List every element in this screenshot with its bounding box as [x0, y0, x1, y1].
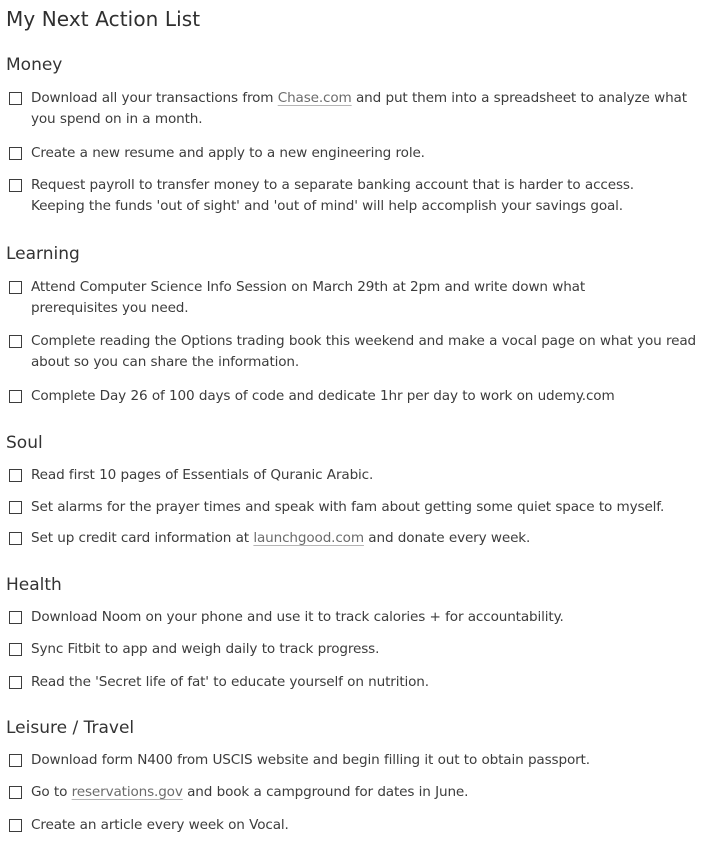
task-item	[6, 386, 720, 407]
task-text-after: and book a campground for dates in June.	[182, 784, 469, 800]
section-title-soul: Soul	[6, 433, 43, 453]
task-checkbox[interactable]	[9, 676, 22, 689]
action-list-page	[6, 0, 714, 833]
task-item	[6, 782, 720, 803]
task-checkbox[interactable]	[9, 532, 22, 545]
reservations-link[interactable]: reservations.gov	[71, 784, 183, 800]
task-text: Complete reading the Options trading book this weekend and make a vocal page on what you read about so you can share the information.	[31, 333, 697, 370]
task-item	[6, 277, 631, 319]
task-text-after: and donate every week.	[363, 530, 531, 546]
task-text: Sync Fitbit to app and weigh daily to track progress.	[31, 641, 380, 657]
task-item	[6, 528, 720, 549]
section-title-learning: Learning	[6, 244, 80, 264]
section-title-health: Health	[6, 575, 62, 595]
task-item	[6, 331, 716, 373]
task-checkbox[interactable]	[9, 501, 22, 514]
task-text: Download form N400 from USCIS website and begin filling it out to obtain passport.	[31, 752, 590, 768]
task-text: Go to	[31, 784, 72, 800]
task-checkbox[interactable]	[9, 179, 22, 192]
launchgood-link[interactable]: launchgood.com	[253, 530, 364, 546]
task-checkbox[interactable]	[9, 281, 22, 294]
task-item	[6, 175, 686, 217]
task-checkbox[interactable]	[9, 643, 22, 656]
task-item	[6, 607, 720, 628]
task-checkbox[interactable]	[9, 147, 22, 160]
task-checkbox[interactable]	[9, 819, 22, 832]
task-text: Attend Computer Science Info Session on March 29th at 2pm and write down what prerequisites you need.	[31, 279, 586, 316]
task-checkbox[interactable]	[9, 786, 22, 799]
task-text: Read the 'Secret life of fat' to educate yourself on nutrition.	[31, 674, 429, 690]
task-item	[6, 672, 720, 693]
task-checkbox[interactable]	[9, 390, 22, 403]
task-text: Complete Day 26 of 100 days of code and dedicate 1hr per day to work on udemy.com	[31, 388, 615, 404]
chase-link[interactable]: Chase.com	[277, 90, 352, 106]
task-text: Read first 10 pages of Essentials of Quranic Arabic.	[31, 467, 374, 483]
task-text: Download Noom on your phone and use it to track calories + for accountability.	[31, 609, 564, 625]
task-item	[6, 465, 720, 486]
task-text-after: and put them into a spreadsheet to analyze what you spend on in a month.	[31, 90, 687, 127]
task-checkbox[interactable]	[9, 469, 22, 482]
task-text: Request payroll to transfer money to a separate banking account that is harder to access. Keeping the funds 'out of sight' and 'out of mind' will help accomplish your savings goal.	[31, 177, 634, 214]
task-checkbox[interactable]	[9, 335, 22, 348]
task-item	[6, 639, 720, 660]
task-checkbox[interactable]	[9, 754, 22, 767]
task-checkbox[interactable]	[9, 92, 22, 105]
task-text: Download all your transactions from	[31, 90, 278, 106]
task-text: Create a new resume and apply to a new engineering role.	[31, 145, 425, 161]
task-item	[6, 750, 720, 771]
task-item	[6, 497, 720, 518]
task-text: Create an article every week on Vocal.	[31, 817, 289, 833]
task-item	[6, 815, 720, 836]
task-text: Set up credit card information at	[31, 530, 254, 546]
task-item	[6, 88, 691, 130]
task-item	[6, 143, 711, 164]
section-title-money: Money	[6, 55, 63, 75]
page-title: My Next Action List	[6, 7, 201, 31]
task-checkbox[interactable]	[9, 611, 22, 624]
section-title-leisure-travel: Leisure / Travel	[6, 718, 135, 738]
task-text: Set alarms for the prayer times and speak with fam about getting some quiet space to myself.	[31, 499, 665, 515]
